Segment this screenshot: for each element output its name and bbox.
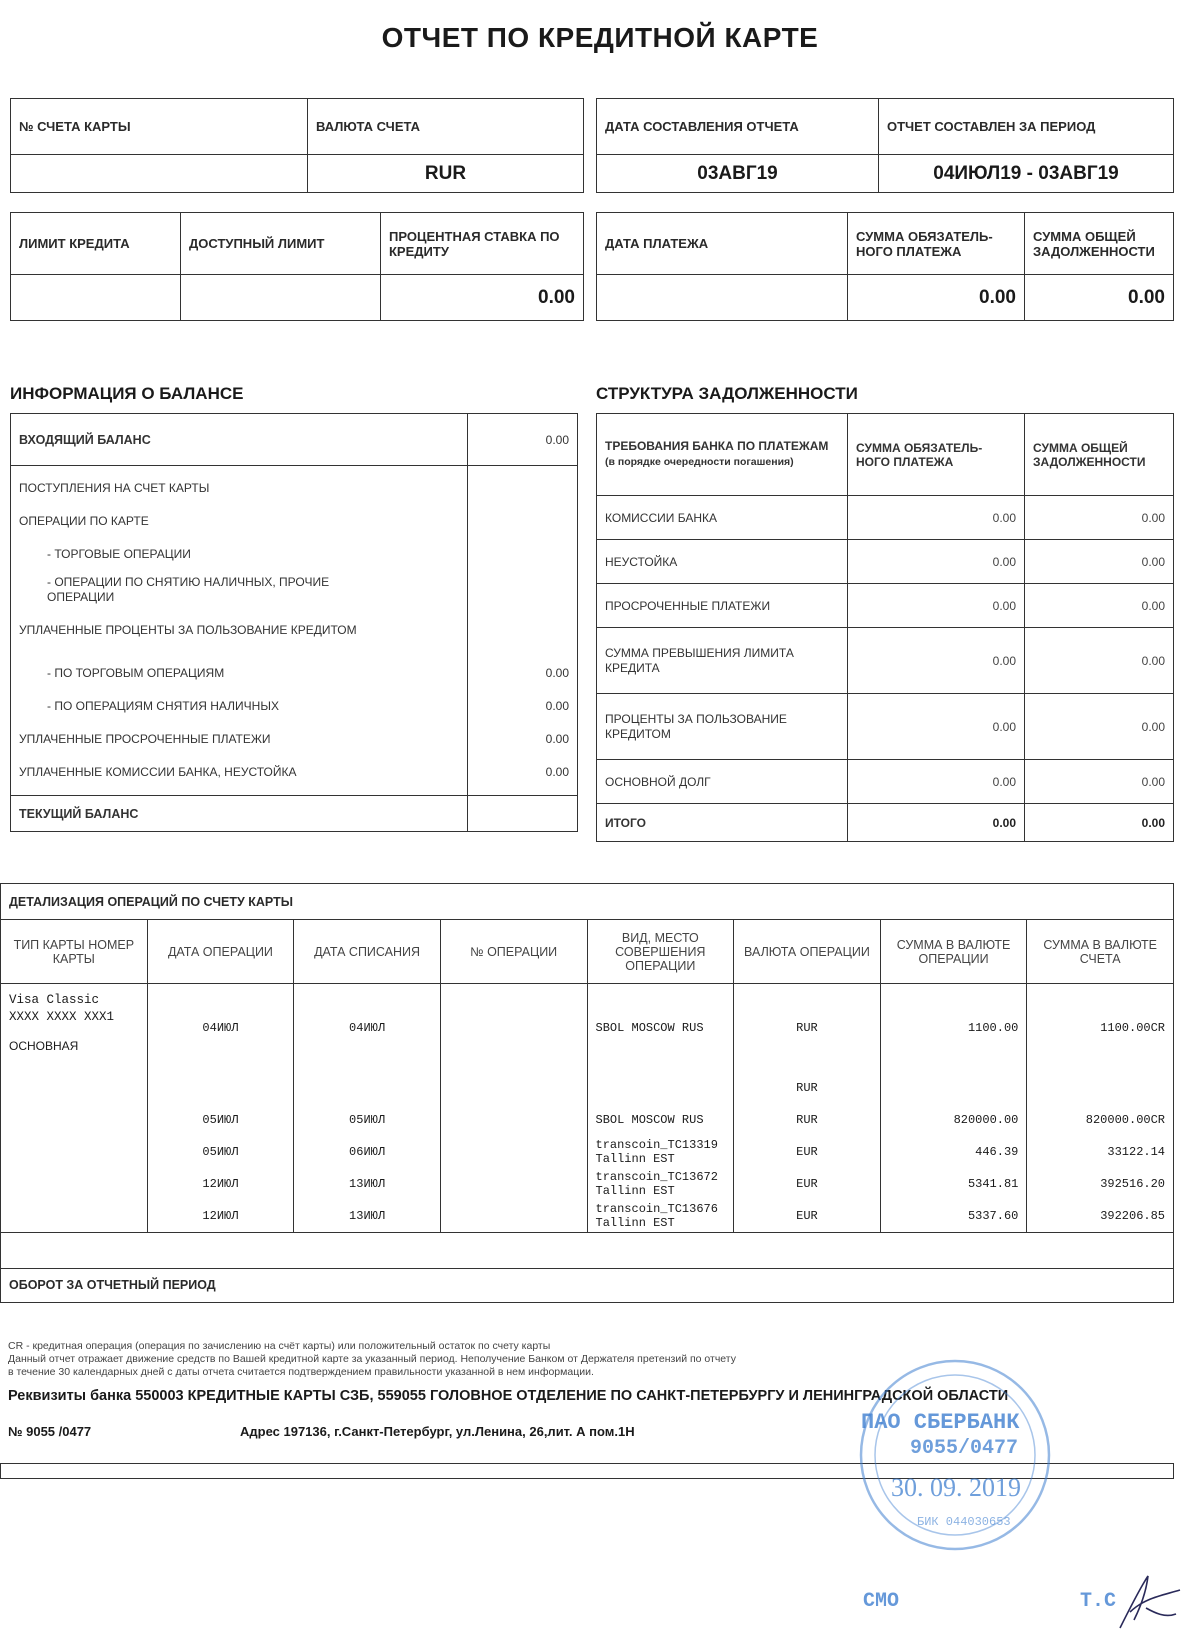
- bank-address: Адрес 197136, г.Санкт-Петербург, ул.Ленина, 26,лит. А пом.1Н: [240, 1424, 635, 1439]
- period-label: ОТЧЕТ СОСТАВЛЕН ЗА ПЕРИОД: [879, 99, 1174, 155]
- structure-row-label: ПРОСРОЧЕННЫЕ ПЛАТЕЖИ: [597, 584, 848, 628]
- signature-mark: [1110, 1568, 1190, 1634]
- limit-label: ЛИМИТ КРЕДИТА: [11, 213, 181, 275]
- op-no: [440, 1136, 587, 1168]
- structure-row-a: 0.00: [848, 496, 1025, 540]
- rate-label: ПРОЦЕНТНАЯ СТАВКА ПО КРЕДИТУ: [381, 213, 584, 275]
- closing-balance-value: [468, 796, 578, 832]
- balance-row-value: [476, 505, 569, 538]
- stamp-bank-name: ПАО СБЕРБАНК: [861, 1410, 1020, 1435]
- acc-amount: [1027, 1072, 1174, 1104]
- structure-row: [597, 760, 1174, 804]
- op-amount: 5341.81: [880, 1168, 1027, 1200]
- branch-number: № 9055 /0477: [8, 1424, 92, 1439]
- op-amount: 820000.00: [880, 1104, 1027, 1136]
- card-type: Visa Classic: [9, 993, 100, 1007]
- balance-row-value: 0.00: [545, 732, 569, 746]
- structure-row-a: 0.00: [848, 760, 1025, 804]
- total-debt-value: 0.00: [1025, 275, 1174, 321]
- table-row: [1, 1136, 1174, 1168]
- balance-row-label: УПЛАЧЕННЫЕ ПРОЦЕНТЫ ЗА ПОЛЬЗОВАНИЕ КРЕДИТОМ: [19, 623, 357, 637]
- balance-rows-labels: [11, 466, 468, 796]
- stamp-right-initials: Т.С: [1080, 1590, 1117, 1613]
- card-no-label: № СЧЕТА КАРТЫ: [11, 99, 308, 155]
- balance-row-label: - ТОРГОВЫЕ ОПЕРАЦИИ: [47, 547, 191, 561]
- structure-col2-header: СУММА ОБЯЗАТЕЛЬ-НОГО ПЛАТЕЖА: [848, 414, 1025, 496]
- structure-row-label: ОСНОВНОЙ ДОЛГ: [597, 760, 848, 804]
- card-info-cell: [1, 1136, 148, 1168]
- structure-row-b: 0.00: [1025, 694, 1174, 760]
- structure-col1-header: [597, 414, 848, 496]
- op-amount: 5337.60: [880, 1200, 1027, 1233]
- structure-row-b: 0.00: [1025, 584, 1174, 628]
- balance-rows-values: [468, 466, 578, 796]
- balance-row-value: 0.00: [545, 765, 569, 779]
- op-desc: transcoin_TC13676 Tallinn EST: [587, 1200, 734, 1233]
- op-desc: SBOL MOSCOW RUS: [587, 984, 734, 1072]
- structure-col1-note: (в порядке очередности погашения): [605, 456, 794, 468]
- ops-header-desc: ВИД, МЕСТО СОВЕРШЕНИЯ ОПЕРАЦИИ: [587, 920, 734, 984]
- op-currency: RUR: [734, 1072, 881, 1104]
- op-date: 12ИЮЛ: [147, 1200, 294, 1233]
- structure-row-a: 0.00: [848, 628, 1025, 694]
- balance-table: [10, 413, 578, 832]
- account-table: [10, 98, 584, 193]
- period-value: 04ИЮЛ19 - 03АВГ19: [879, 155, 1174, 193]
- op-currency: EUR: [734, 1136, 881, 1168]
- structure-row-label: НЕУСТОЙКА: [597, 540, 848, 584]
- structure-row-label: ПРОЦЕНТЫ ЗА ПОЛЬЗОВАНИЕ КРЕДИТОМ: [597, 694, 848, 760]
- structure-table: [596, 413, 1174, 842]
- op-no: [440, 1072, 587, 1104]
- ops-header-post-date: ДАТА СПИСАНИЯ: [294, 920, 441, 984]
- report-date-value: 03АВГ19: [597, 155, 879, 193]
- op-currency: EUR: [734, 1168, 881, 1200]
- available-value: [181, 275, 381, 321]
- balance-row-label: - ПО ОПЕРАЦИЯМ СНЯТИЯ НАЛИЧНЫХ: [47, 699, 279, 713]
- op-no: [440, 984, 587, 1072]
- ops-header-card: ТИП КАРТЫ НОМЕР КАРТЫ: [1, 920, 148, 984]
- card-info-cell: [1, 1072, 148, 1104]
- balance-row-label: - ОПЕРАЦИИ ПО СНЯТИЮ НАЛИЧНЫХ, ПРОЧИЕ ОПЕРАЦИИ: [47, 575, 330, 604]
- structure-row-a: 0.00: [848, 540, 1025, 584]
- op-amount: 446.39: [880, 1136, 1027, 1168]
- op-desc: transcoin_TC13319 Tallinn EST: [587, 1136, 734, 1168]
- bank-requisites: Реквизиты банка 550003 КРЕДИТНЫЕ КАРТЫ СЗБ, 559055 ГОЛОВНОЕ ОТДЕЛЕНИЕ ПО САНКТ-ПЕТЕРБУРГУ И ЛЕНИНГРАДСКОЙ ОБЛАСТИ: [8, 1388, 1009, 1404]
- structure-row-b: 0.00: [1025, 628, 1174, 694]
- total-debt-label: СУММА ОБЩЕЙ ЗАДОЛЖЕННОСТИ: [1025, 213, 1174, 275]
- op-currency: RUR: [734, 984, 881, 1072]
- table-row: [1, 1168, 1174, 1200]
- balance-row-label: - ПО ТОРГОВЫМ ОПЕРАЦИЯМ: [47, 666, 225, 680]
- acc-amount: 1100.00CR: [1027, 984, 1174, 1072]
- table-row: [1, 1104, 1174, 1136]
- card-info-cell: [1, 1168, 148, 1200]
- post-date: 13ИЮЛ: [294, 1168, 441, 1200]
- post-date: 04ИЮЛ: [294, 984, 441, 1072]
- acc-amount: 33122.14: [1027, 1136, 1174, 1168]
- op-amount: [880, 1072, 1027, 1104]
- opening-balance-value: 0.00: [468, 414, 578, 466]
- mandatory-value: 0.00: [848, 275, 1025, 321]
- stamp-left-initials: СМО: [863, 1590, 900, 1613]
- mandatory-label: СУММА ОБЯЗАТЕЛЬ-НОГО ПЛАТЕЖА: [848, 213, 1025, 275]
- card-info-cell: [1, 984, 148, 1072]
- structure-row-label: КОМИССИИ БАНКА: [597, 496, 848, 540]
- op-desc: [587, 1072, 734, 1104]
- report-title: ОТЧЕТ ПО КРЕДИТНОЙ КАРТЕ: [381, 22, 819, 53]
- opening-balance-label: ВХОДЯЩИЙ БАЛАНС: [11, 414, 468, 466]
- post-date: 13ИЮЛ: [294, 1200, 441, 1233]
- available-label: ДОСТУПНЫЙ ЛИМИТ: [181, 213, 381, 275]
- op-date: 05ИЮЛ: [147, 1136, 294, 1168]
- rate-value: 0.00: [381, 275, 584, 321]
- table-row: [1, 1200, 1174, 1233]
- stamp-bik: БИК 044030653: [917, 1515, 1011, 1529]
- op-date: 05ИЮЛ: [147, 1104, 294, 1136]
- report-date-label: ДАТА СОСТАВЛЕНИЯ ОТЧЕТА: [597, 99, 879, 155]
- structure-row: [597, 694, 1174, 760]
- structure-row: [597, 628, 1174, 694]
- table-row: [1, 1072, 1174, 1104]
- card-info-cell: [1, 1200, 148, 1233]
- acc-amount: 392206.85: [1027, 1200, 1174, 1233]
- op-amount: 1100.00: [880, 984, 1027, 1072]
- structure-total-row: [597, 804, 1174, 842]
- structure-row: [597, 496, 1174, 540]
- ops-header-currency: ВАЛЮТА ОПЕРАЦИИ: [734, 920, 881, 984]
- balance-row-value: [476, 571, 569, 615]
- op-date: [147, 1072, 294, 1104]
- op-desc: SBOL MOSCOW RUS: [587, 1104, 734, 1136]
- post-date: 05ИЮЛ: [294, 1104, 441, 1136]
- footer-line: Данный отчет отражает движение средств по Вашей кредитной карте за указанный период. Неполучение Банком от Держателя претензий по отчету: [8, 1353, 736, 1365]
- turnover-label: ОБОРОТ ЗА ОТЧЕТНЫЙ ПЕРИОД: [1, 1268, 1174, 1302]
- balance-row-value: [476, 538, 569, 571]
- stamp-code: 9055/0477: [910, 1437, 1019, 1460]
- balance-row-value: 0.00: [545, 699, 569, 713]
- limit-value: [11, 275, 181, 321]
- card-number: XXXX XXXX XXX1: [9, 1010, 115, 1024]
- balance-row-label: ОПЕРАЦИИ ПО КАРТЕ: [19, 514, 149, 528]
- structure-total-a: 0.00: [848, 804, 1025, 842]
- structure-total-b: 0.00: [1025, 804, 1174, 842]
- op-desc: transcoin_TC13672 Tallinn EST: [587, 1168, 734, 1200]
- structure-row-label: СУММА ПРЕВЫШЕНИЯ ЛИМИТА КРЕДИТА: [597, 628, 848, 694]
- structure-row-b: 0.00: [1025, 760, 1174, 804]
- bank-stamp: [855, 1355, 1055, 1555]
- balance-section-title: ИНФОРМАЦИЯ О БАЛАНСЕ: [10, 384, 244, 403]
- ops-header-amt-op: СУММА В ВАЛЮТЕ ОПЕРАЦИИ: [880, 920, 1027, 984]
- ops-header-amt-acc: СУММА В ВАЛЮТЕ СЧЕТА: [1027, 920, 1174, 984]
- structure-row-b: 0.00: [1025, 540, 1174, 584]
- card-role: ОСНОВНАЯ: [9, 1039, 79, 1053]
- op-date: 12ИЮЛ: [147, 1168, 294, 1200]
- ops-header-op-no: № ОПЕРАЦИИ: [440, 920, 587, 984]
- balance-row-value: [476, 472, 569, 505]
- closing-balance-label: ТЕКУЩИЙ БАЛАНС: [11, 796, 468, 832]
- footer-line: CR - кредитная операция (операция по зачислению на счёт карты) или положительный остаток по счету карты: [8, 1340, 551, 1352]
- credit-table: [10, 212, 584, 321]
- balance-row-value: 0.00: [545, 666, 569, 680]
- op-no: [440, 1200, 587, 1233]
- structure-row-a: 0.00: [848, 694, 1025, 760]
- structure-col1-title: ТРЕБОВАНИЯ БАНКА ПО ПЛАТЕЖАМ: [605, 439, 829, 453]
- report-info-table: [596, 98, 1174, 193]
- payment-table: [596, 212, 1174, 321]
- structure-row-a: 0.00: [848, 584, 1025, 628]
- currency-value: RUR: [308, 155, 584, 193]
- structure-section-title: СТРУКТУРА ЗАДОЛЖЕННОСТИ: [596, 384, 858, 403]
- post-date: [294, 1072, 441, 1104]
- op-currency: RUR: [734, 1104, 881, 1136]
- balance-row-label: УПЛАЧЕННЫЕ КОМИССИИ БАНКА, НЕУСТОЙКА: [19, 765, 297, 779]
- balance-row-value: [476, 615, 569, 657]
- ops-blank-row: [1, 1232, 1174, 1268]
- op-no: [440, 1104, 587, 1136]
- card-info-cell: [1, 1104, 148, 1136]
- ops-header-op-date: ДАТА ОПЕРАЦИИ: [147, 920, 294, 984]
- balance-row-label: ПОСТУПЛЕНИЯ НА СЧЕТ КАРТЫ: [19, 481, 210, 495]
- op-date: 04ИЮЛ: [147, 984, 294, 1072]
- payment-date-label: ДАТА ПЛАТЕЖА: [597, 213, 848, 275]
- balance-row-label: УПЛАЧЕННЫЕ ПРОСРОЧЕННЫЕ ПЛАТЕЖИ: [19, 732, 271, 746]
- structure-col3-header: СУММА ОБЩЕЙ ЗАДОЛЖЕННОСТИ: [1025, 414, 1174, 496]
- post-date: 06ИЮЛ: [294, 1136, 441, 1168]
- structure-total-label: ИТОГО: [597, 804, 848, 842]
- table-row: [1, 984, 1174, 1072]
- structure-row-b: 0.00: [1025, 496, 1174, 540]
- currency-label: ВАЛЮТА СЧЕТА: [308, 99, 584, 155]
- structure-row: [597, 540, 1174, 584]
- structure-row: [597, 584, 1174, 628]
- footer-line: в течение 30 календарных дней с даты отчета считается подтверждением правильности указанной в нем информации.: [8, 1366, 594, 1378]
- card-no-value: [11, 155, 308, 193]
- payment-date-value: [597, 275, 848, 321]
- op-currency: EUR: [734, 1200, 881, 1233]
- op-no: [440, 1168, 587, 1200]
- operations-section-title: ДЕТАЛИЗАЦИЯ ОПЕРАЦИЙ ПО СЧЕТУ КАРТЫ: [1, 884, 1174, 920]
- acc-amount: 392516.20: [1027, 1168, 1174, 1200]
- acc-amount: 820000.00CR: [1027, 1104, 1174, 1136]
- stamp-date: 30. 09. 2019: [891, 1473, 1021, 1502]
- operations-table: [0, 883, 1174, 1303]
